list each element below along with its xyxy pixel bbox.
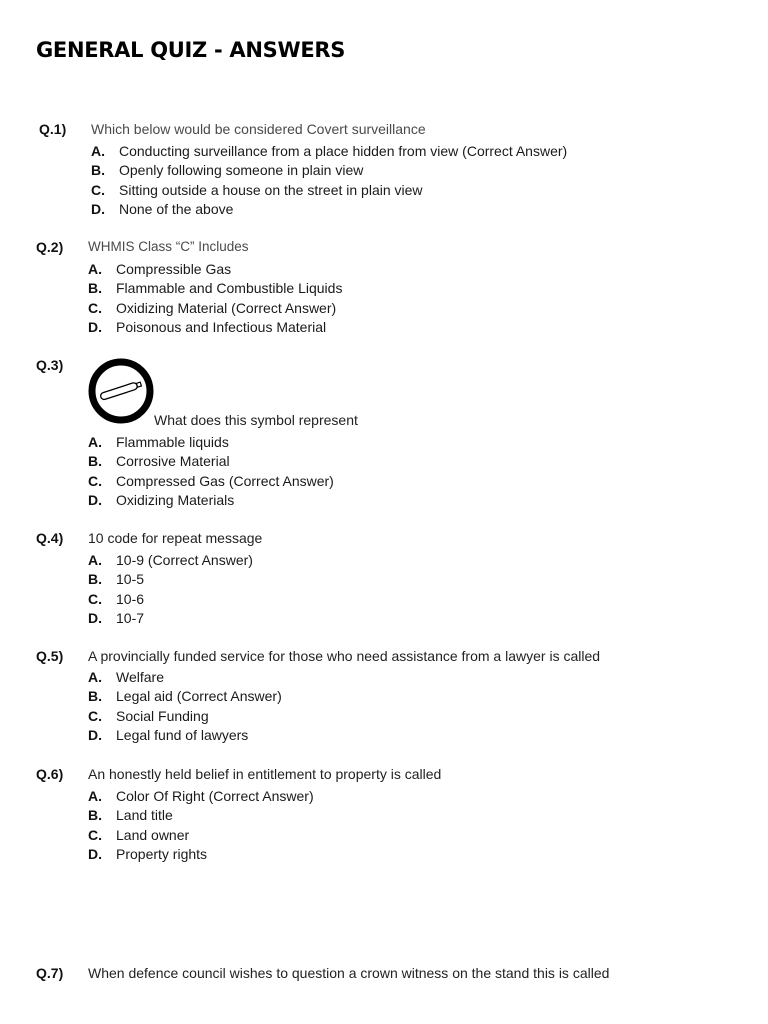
option-text: 10-6 (116, 590, 145, 607)
question-label: Q.2) (36, 239, 64, 255)
option-letter: A. (88, 669, 102, 685)
option-text: Compressed Gas (Correct Answer) (116, 472, 334, 489)
option-letter: B. (88, 571, 102, 588)
question-text: When defence council wishes to question a crown witness on the stand this is called (88, 965, 610, 981)
question-text: 10 code for repeat message (88, 530, 263, 546)
option-letter: C. (88, 590, 102, 607)
document-title: GENERAL QUIZ - ANSWERS (36, 38, 346, 62)
option-text: Oxidizing Materials (116, 491, 235, 508)
question-label: Q.7) (36, 965, 64, 981)
option-letter: C. (88, 472, 102, 489)
option-text: Openly following someone in plain view (119, 162, 364, 179)
option-letter: A. (88, 788, 102, 804)
option-letter: C. (88, 826, 102, 843)
compressed-gas-cylinder-icon (88, 356, 154, 426)
option-letter: C. (91, 181, 105, 198)
option-text: Compressible Gas (116, 261, 232, 277)
option-text: 10-9 (Correct Answer) (116, 552, 253, 568)
option-text: Legal fund of lawyers (116, 726, 249, 743)
option-text: Sitting outside a house on the street in plain view (119, 181, 423, 198)
option-text: 10-7 (116, 609, 145, 626)
option-text: Conducting surveillance from a place hidden from view (Correct Answer) (119, 143, 568, 159)
option-letter: B. (88, 688, 102, 705)
option-text: Oxidizing Material (Correct Answer) (116, 299, 337, 316)
option-text: 10-5 (116, 571, 145, 588)
option-letter: A. (88, 552, 102, 568)
question-label: Q.1) (39, 121, 67, 137)
option-letter: D. (88, 491, 102, 508)
option-text: Social Funding (116, 707, 209, 724)
option-letter: D. (88, 726, 102, 743)
question-text: WHMIS Class “C” Includes (88, 239, 249, 254)
option-letter: B. (88, 453, 102, 470)
question-label: Q.6) (36, 766, 64, 782)
option-text: Poisonous and Infectious Material (116, 318, 327, 335)
option-text: Land title (116, 807, 173, 824)
question-label: Q.3) (36, 357, 64, 373)
question-text: An honestly held belief in entitlement to property is called (88, 766, 442, 782)
option-letter: B. (88, 807, 102, 824)
option-text: Property rights (116, 845, 208, 862)
option-letter: D. (88, 318, 102, 335)
option-text: Legal aid (Correct Answer) (116, 688, 282, 705)
question-text: What does this symbol represent (154, 412, 358, 428)
option-text: Land owner (116, 826, 190, 843)
option-letter: A. (91, 143, 105, 159)
option-letter: A. (88, 261, 102, 277)
option-letter: D. (88, 845, 102, 862)
option-letter: D. (91, 200, 105, 217)
option-letter: A. (88, 434, 102, 450)
option-text: Flammable liquids (116, 434, 229, 450)
question-text: A provincially funded service for those who need assistance from a lawyer is called (88, 648, 601, 664)
option-text: Corrosive Material (116, 453, 230, 470)
option-letter: B. (88, 280, 102, 297)
option-text: Color Of Right (Correct Answer) (116, 788, 314, 804)
option-text: Flammable and Combustible Liquids (116, 280, 343, 297)
option-text: Welfare (116, 669, 164, 685)
question-label: Q.5) (36, 648, 64, 664)
question-label: Q.4) (36, 530, 64, 546)
option-letter: C. (88, 707, 102, 724)
option-letter: C. (88, 299, 102, 316)
question-text: Which below would be considered Covert surveillance (91, 121, 426, 137)
option-letter: D. (88, 609, 102, 626)
option-letter: B. (91, 162, 105, 179)
option-text: None of the above (119, 200, 234, 217)
